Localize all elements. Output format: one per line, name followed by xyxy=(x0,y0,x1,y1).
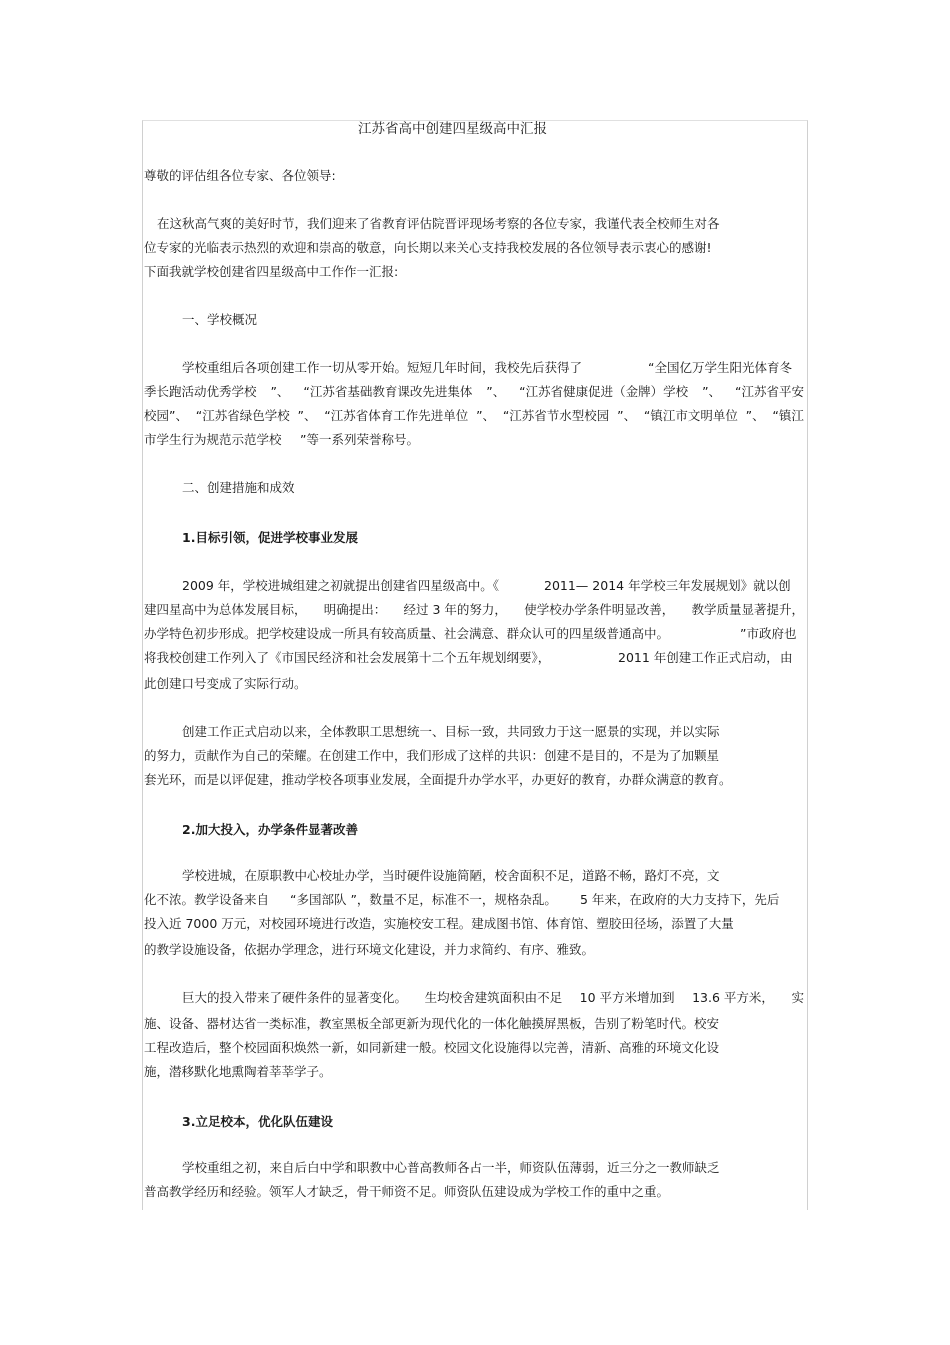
document-title: 江苏省高中创建四星级高中汇报 xyxy=(358,121,547,137)
text-segment: 明确提出： xyxy=(323,602,387,617)
sub1-p1-line-3b: ”市政府也 xyxy=(740,626,797,641)
text-segment: 生均校舍建筑面积由不足 xyxy=(424,990,563,1005)
text-segment: “江苏省基础教育课改先进集体 xyxy=(303,384,473,399)
text-segment: “江苏省绿色学校 xyxy=(195,408,290,423)
sub2-p2-line-2: 施、设备、器材达省一类标准，教室黑板全部更新为现代化的一体化触摸屏黑板，告别了粉笔时代。校安 xyxy=(144,1016,720,1031)
sub1-p1-line-2 xyxy=(144,602,804,618)
text-segment: 实 xyxy=(791,990,804,1005)
sub1-p1-line-4c: 由 xyxy=(780,650,793,665)
sub1-p1-line-1b: 2011— 2014 年学校三年发展规划》就以创 xyxy=(544,578,791,593)
section-1-line-1a: 学校重组后各项创建工作一切从零开始。短短几年时间，我校先后获得了 xyxy=(182,360,583,375)
sub1-p2-line-1: 创建工作正式启动以来，全体教职工思想统一、目标一致，共同致力于这一愿景的实现，并以实际 xyxy=(182,724,720,739)
sub2-p1-line-1: 学校进城，在原职教中心校址办学，当时硬件设施简陋，校舍面积不足，道路不畅，路灯不亮，文 xyxy=(182,868,720,883)
text-segment: “江苏省平安 xyxy=(734,384,804,399)
subsection-1-heading: 1.目标引领，促进学校事业发展 xyxy=(182,530,358,545)
text-segment: ”、 xyxy=(297,408,317,423)
text-segment: 10 平方米增加到 xyxy=(579,990,675,1005)
sub2-p1-line-2b: “多国部队 ”，数量不足，标准不一，规格杂乱。 xyxy=(290,892,557,907)
intro-line-2: 位专家的光临表示热烈的欢迎和崇高的敬意，向长期以来关心支持我校发展的各位领导表示衷心的感谢! xyxy=(144,240,712,255)
text-segment: “江苏省节水型校园 xyxy=(502,408,610,423)
text-segment: “江苏省体育工作先进单位 xyxy=(324,408,469,423)
text-segment: 使学校办学条件明显改善， xyxy=(524,602,675,617)
sub2-p1-line-2a: 化不浓。教学设备来自 xyxy=(144,892,270,907)
section-1-line-2 xyxy=(144,384,804,400)
text-segment: ”、 xyxy=(270,384,290,399)
section-1-heading: 一、学校概况 xyxy=(182,312,258,327)
text-segment: 校园”、 xyxy=(144,408,188,423)
sub2-p1-line-3: 投入近 7000 万元，对校园环境进行改造，实施校安工程。建成图书馆、体育馆、塑胶田径场，添置了大量 xyxy=(144,916,734,931)
text-segment: 巨大的投入带来了硬件条件的显著变化。 xyxy=(182,990,408,1005)
intro-line-3: 下面我就学校创建省四星级高中工作作一汇报: xyxy=(144,264,399,279)
text-segment: ”、 xyxy=(486,384,506,399)
intro-line-1: 在这秋高气爽的美好时节，我们迎来了省教育评估院晋评现场考察的各位专家，我谨代表全校师生对各 xyxy=(157,216,720,231)
sub1-p1-line-5: 此创建口号变成了实际行动。 xyxy=(144,676,307,691)
text-segment: ”、 xyxy=(476,408,496,423)
text-segment: 教学质量显著提升， xyxy=(691,602,804,617)
text-segment: “江苏省健康促进（金牌）学校 xyxy=(519,384,689,399)
sub2-p1-line-2c: 5 年来，在政府的大力支持下，先后 xyxy=(580,892,780,907)
sub1-p2-line-3: 套光环，而是以评促建，推动学校各项事业发展，全面提升办学水平，办更好的教育，办群众满意的教育。 xyxy=(144,772,732,787)
text-segment: 建四星高中为总体发展目标， xyxy=(144,602,307,617)
sub3-p1-line-1: 学校重组之初，来自后白中学和职教中心普高教师各占一半，师资队伍薄弱，近三分之一教师缺乏 xyxy=(182,1160,720,1175)
sub3-p1-line-2: 普高教学经历和经验。领军人才缺乏，骨干师资不足。师资队伍建设成为学校工作的重中之重。 xyxy=(144,1184,670,1199)
section-2-heading: 二、创建措施和成效 xyxy=(182,480,295,495)
text-segment: ”、 xyxy=(617,408,637,423)
sub2-p1-line-4: 的教学设施设备，依据办学理念，进行环境文化建设，并力求简约、有序、雅致。 xyxy=(144,942,595,957)
text-segment: “镇江 xyxy=(772,408,804,423)
section-1-line-4a: 市学生行为规范示范学校 xyxy=(144,432,282,447)
sub2-p2-line-1 xyxy=(182,990,804,1006)
text-segment: 季长跑活动优秀学校 xyxy=(144,384,257,399)
text-segment: 13.6 平方米， xyxy=(692,990,774,1005)
text-segment: ”、 xyxy=(745,408,765,423)
salutation: 尊敬的评估组各位专家、各位领导: xyxy=(144,168,336,183)
section-1-line-3 xyxy=(144,408,804,424)
text-segment: 经过 3 年的努力， xyxy=(403,602,507,617)
subsection-3-heading: 3.立足校本，优化队伍建设 xyxy=(182,1114,333,1129)
text-segment: ”、 xyxy=(702,384,722,399)
sub1-p1-line-4a: 将我校创建工作列入了《市国民经济和社会发展第十二个五年规划纲要》， xyxy=(144,650,551,665)
section-1-line-4b: ”等一系列荣誉称号。 xyxy=(300,432,419,447)
sub1-p2-line-2: 的努力，贡献作为自己的荣耀。在创建工作中，我们形成了这样的共识：创建不是目的，不是为了加颗星 xyxy=(144,748,720,763)
sub1-p1-line-1a: 2009 年，学校进城组建之初就提出创建省四星级高中。《 xyxy=(182,578,500,593)
sub1-p1-line-3a: 办学特色初步形成。把学校建设成一所具有较高质量、社会满意、群众认可的四星级普通高中。 xyxy=(144,626,670,641)
subsection-2-heading: 2.加大投入，办学条件显著改善 xyxy=(182,822,358,837)
sub2-p2-line-4: 施，潜移默化地熏陶着莘莘学子。 xyxy=(144,1064,332,1079)
sub1-p1-line-4b: 2011 年创建工作正式启动， xyxy=(618,650,779,665)
text-segment: “镇江市文明单位 xyxy=(643,408,738,423)
sub2-p2-line-3: 工程改造后，整个校园面积焕然一新，如同新建一般。校园文化设施得以完善，清新、高雅的环境文化设 xyxy=(144,1040,720,1055)
section-1-line-1b: “全国亿万学生阳光体育冬 xyxy=(648,360,792,375)
